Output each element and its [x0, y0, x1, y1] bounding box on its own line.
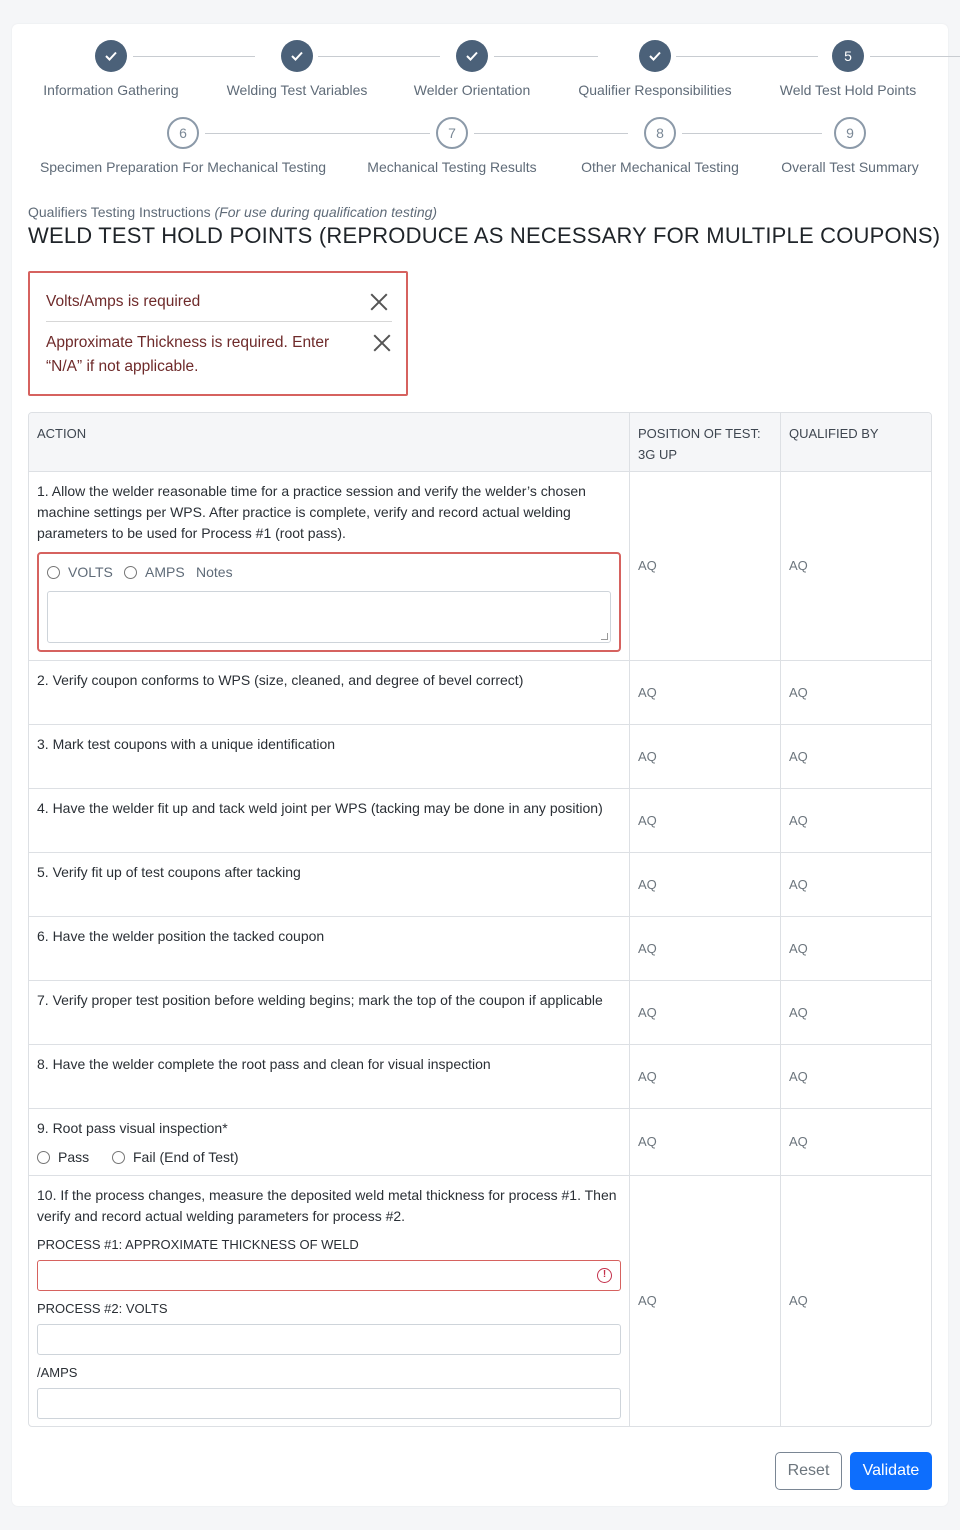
qualified-cell: AQ [789, 1069, 808, 1084]
divider [29, 724, 932, 725]
divider [29, 471, 932, 472]
check-icon [291, 51, 303, 61]
volts-input[interactable] [37, 1324, 621, 1355]
step-connector [494, 56, 598, 57]
divider [29, 1044, 932, 1045]
table-row-action: 2. Verify coupon conforms to WPS (size, cleaned, and degree of bevel correct) [37, 672, 524, 688]
error-summary [28, 271, 408, 396]
check-icon [649, 51, 661, 61]
table-row-action: 7. Verify proper test position before welding begins; mark the top of the coupon if applicable [37, 992, 603, 1008]
step-6-label[interactable]: Specimen Preparation For Mechanical Testing [39, 159, 327, 175]
qualified-cell: AQ [789, 877, 808, 892]
step-7-indicator[interactable]: 7 [436, 117, 468, 149]
step-connector [318, 56, 440, 57]
divider [29, 1175, 932, 1176]
page-title: WELD TEST HOLD POINTS (REPRODUCE AS NECESSARY FOR MULTIPLE COUPONS) [28, 223, 941, 248]
qualified-cell: AQ [789, 1005, 808, 1020]
divider [780, 413, 781, 1427]
table-row-action: 5. Verify fit up of test coupons after tacking [37, 864, 301, 880]
step-1-label[interactable]: Information Gathering [43, 82, 179, 98]
resize-handle-icon[interactable] [601, 633, 608, 640]
divider [629, 413, 630, 1427]
divider [46, 321, 392, 322]
thickness-input[interactable] [37, 1260, 621, 1291]
position-cell: AQ [638, 558, 657, 573]
position-cell: AQ [638, 1134, 657, 1149]
volts-label: VOLTS [68, 564, 113, 580]
step-4-label[interactable]: Qualifier Responsibilities [578, 82, 732, 98]
qualified-cell: AQ [789, 558, 808, 573]
step-1-indicator[interactable] [95, 40, 127, 72]
divider [29, 852, 932, 853]
hold-points-table [28, 412, 932, 1427]
table-row-action: 4. Have the welder fit up and tack weld joint per WPS (tacking may be done in any position) [37, 800, 603, 816]
instructions-label: Qualifiers Testing Instructions [28, 204, 211, 220]
column-header-action: ACTION [29, 413, 630, 472]
step-7-label[interactable]: Mechanical Testing Results [367, 159, 537, 175]
stepper [0, 0, 960, 200]
column-header-position [630, 413, 781, 472]
position-cell: AQ [638, 749, 657, 764]
step-connector [474, 133, 628, 134]
validate-button[interactable]: Validate [850, 1452, 932, 1490]
step-3-indicator[interactable] [456, 40, 488, 72]
volts-field-label: PROCESS #2: VOLTS [37, 1301, 168, 1316]
position-cell: AQ [638, 813, 657, 828]
step-9-label[interactable]: Overall Test Summary [781, 159, 919, 175]
exclamation-icon: ! [597, 1268, 612, 1283]
position-cell: AQ [638, 877, 657, 892]
notes-textarea[interactable] [47, 591, 611, 643]
qualified-cell: AQ [789, 749, 808, 764]
parameters-group [37, 552, 621, 652]
amps-input[interactable] [37, 1388, 621, 1419]
table-row-action: 10. If the process changes, measure the deposited weld metal thickness for process #1. Then verify and record actual welding parameters for process #2. [37, 1187, 617, 1224]
qualified-cell: AQ [789, 1134, 808, 1149]
step-connector [205, 133, 430, 134]
pass-label: Pass [58, 1149, 90, 1165]
amps-label: AMPS [145, 564, 185, 580]
step-4-indicator[interactable] [639, 40, 671, 72]
qualified-cell: AQ [789, 941, 808, 956]
step-connector [133, 56, 255, 57]
position-cell: AQ [638, 685, 657, 700]
position-cell: AQ [638, 1293, 657, 1308]
check-icon [105, 51, 117, 61]
instructions-text [28, 204, 437, 220]
position-cell: AQ [638, 1069, 657, 1084]
volts-radio[interactable] [47, 566, 60, 579]
divider [29, 1108, 932, 1109]
error-message[interactable]: Approximate Thickness is required. Enter “N/A” if not applicable. [46, 334, 330, 375]
table-row-action: 3. Mark test coupons with a unique identification [37, 736, 336, 752]
position-cell: AQ [638, 941, 657, 956]
divider [29, 788, 932, 789]
instructions-note: (For use during qualification testing) [214, 204, 438, 220]
amps-radio[interactable] [124, 566, 137, 579]
notes-label: Notes [196, 564, 233, 580]
step-connector [870, 56, 960, 57]
step-8-label[interactable]: Other Mechanical Testing [581, 159, 739, 175]
step-3-label[interactable]: Welder Orientation [413, 82, 531, 98]
step-connector [676, 56, 818, 57]
divider [29, 980, 932, 981]
step-2-indicator[interactable] [281, 40, 313, 72]
divider [29, 916, 932, 917]
table-row-action: 1. Allow the welder reasonable time for a practice session and verify the welder’s chosen machine settings per WPS. After practice is complete, verify and record actual welding parameters to be used for Process #1 (root pass). [37, 483, 586, 541]
qualified-cell: AQ [789, 685, 808, 700]
step-8-indicator[interactable]: 8 [644, 117, 676, 149]
step-9-indicator[interactable]: 9 [834, 117, 866, 149]
step-5-indicator[interactable]: 5 [832, 40, 864, 72]
step-6-indicator[interactable]: 6 [167, 117, 199, 149]
position-header-label: POSITION OF TEST: [638, 426, 761, 441]
step-5-label[interactable]: Weld Test Hold Points [779, 82, 917, 98]
step-2-label[interactable]: Welding Test Variables [226, 82, 368, 98]
close-icon[interactable] [371, 332, 393, 354]
reset-button[interactable]: Reset [775, 1452, 842, 1490]
position-cell: AQ [638, 1005, 657, 1020]
pass-radio[interactable] [37, 1151, 50, 1164]
qualified-cell: AQ [789, 813, 808, 828]
qualified-cell: AQ [789, 1293, 808, 1308]
close-icon[interactable] [368, 291, 390, 313]
amps-field-label: /AMPS [37, 1365, 78, 1380]
thickness-label: PROCESS #1: APPROXIMATE THICKNESS OF WELD [37, 1237, 359, 1252]
fail-label: Fail (End of Test) [133, 1149, 239, 1165]
fail-radio[interactable] [112, 1151, 125, 1164]
position-value: 3G UP [638, 447, 678, 462]
check-icon [466, 51, 478, 61]
error-message[interactable]: Volts/Amps is required [46, 293, 201, 310]
step-connector [682, 133, 822, 134]
column-header-qualified-by: QUALIFIED BY [781, 413, 932, 472]
table-row-action: 9. Root pass visual inspection* [37, 1120, 228, 1136]
table-row-action: 8. Have the welder complete the root pass and clean for visual inspection [37, 1056, 491, 1072]
divider [29, 660, 932, 661]
table-row-action: 6. Have the welder position the tacked coupon [37, 928, 325, 944]
